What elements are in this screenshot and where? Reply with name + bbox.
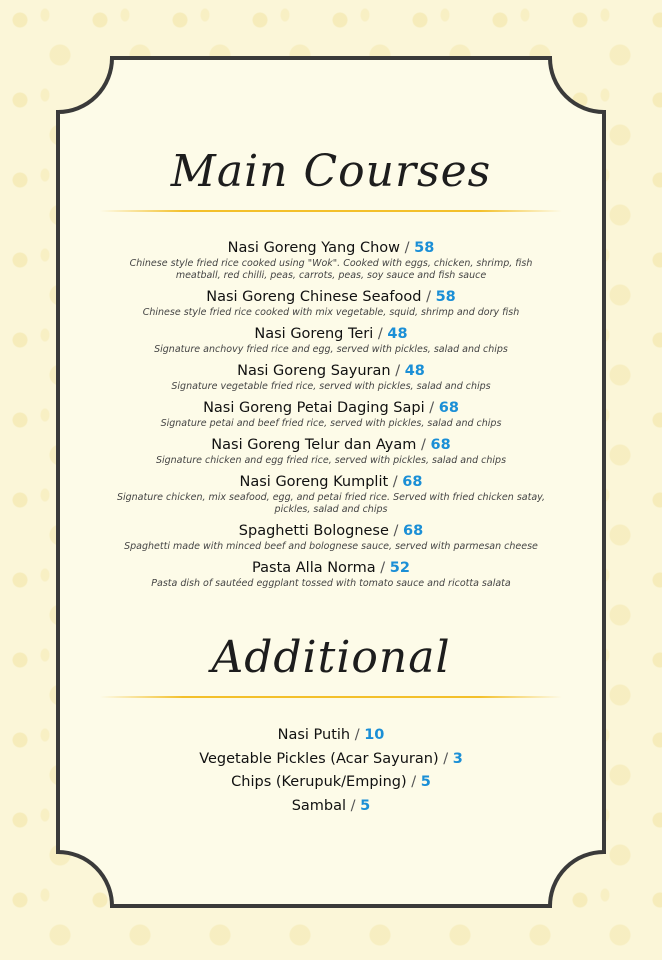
item-description: Spaghetti made with minced beef and bolognese sauce, served with parmesan cheese bbox=[124, 541, 538, 552]
price-separator: / bbox=[421, 437, 426, 453]
menu-item bbox=[100, 472, 562, 516]
item-name: Nasi Goreng Chinese Seafood bbox=[206, 289, 422, 305]
additional-item bbox=[100, 748, 562, 772]
additional-item bbox=[100, 795, 562, 819]
additional-item bbox=[100, 724, 562, 748]
main-courses-list bbox=[100, 238, 562, 595]
item-price: 5 bbox=[420, 774, 431, 790]
item-price: 58 bbox=[414, 240, 435, 256]
additional-list bbox=[100, 724, 562, 818]
price-separator: / bbox=[393, 523, 399, 539]
price-separator: / bbox=[411, 774, 417, 790]
item-name: Sambal bbox=[291, 797, 347, 814]
price-separator: / bbox=[380, 560, 386, 576]
item-name: Vegetable Pickles (Acar Sayuran) bbox=[199, 750, 439, 767]
item-name: Pasta Alla Norma bbox=[252, 560, 376, 576]
item-name: Nasi Goreng Sayuran bbox=[237, 363, 391, 379]
item-description: Signature petai and beef fried rice, served with pickles, salad and chips bbox=[160, 418, 502, 429]
item-description: Signature anchovy fried rice and egg, served with pickles, salad and chips bbox=[154, 344, 508, 355]
item-name: Chips (Kerupuk/Emping) bbox=[231, 774, 407, 790]
item-name: Nasi Goreng Yang Chow bbox=[227, 240, 401, 256]
item-name: Nasi Goreng Kumplit bbox=[239, 474, 389, 490]
item-price: 5 bbox=[360, 797, 371, 814]
item-description: Chinese style fried rice cooked with mix vegetable, squid, shrimp and dory fish bbox=[142, 307, 520, 318]
item-price: 10 bbox=[364, 727, 385, 743]
price-separator: / bbox=[395, 363, 401, 379]
item-description: Signature chicken, mix seafood, egg, and petai fried rice. Served with fried chicken satay, pickles, salad and chips bbox=[116, 492, 546, 515]
item-name: Nasi Putih bbox=[277, 727, 351, 743]
gold-divider bbox=[100, 210, 562, 212]
menu-item bbox=[100, 398, 562, 430]
price-separator: / bbox=[354, 727, 360, 743]
menu-item bbox=[100, 361, 562, 393]
item-price: 48 bbox=[387, 326, 408, 342]
item-price: 68 bbox=[403, 523, 424, 539]
additional-item bbox=[100, 771, 562, 795]
price-separator: / bbox=[426, 289, 431, 305]
price-separator: / bbox=[443, 750, 449, 767]
section-title-additional: Additional bbox=[211, 632, 451, 683]
section-title-main-courses: Main Courses bbox=[170, 146, 492, 197]
item-price: 58 bbox=[435, 289, 456, 305]
price-separator: / bbox=[429, 400, 435, 416]
price-separator: / bbox=[377, 326, 383, 342]
menu-item bbox=[100, 521, 562, 553]
item-price: 48 bbox=[404, 363, 425, 379]
item-price: 68 bbox=[402, 474, 423, 490]
item-name: Nasi Goreng Telur dan Ayam bbox=[211, 437, 417, 453]
item-price: 52 bbox=[389, 560, 410, 576]
menu-item bbox=[100, 238, 562, 282]
price-separator: / bbox=[392, 474, 398, 490]
item-name: Spaghetti Bolognese bbox=[238, 523, 389, 539]
item-price: 3 bbox=[452, 750, 463, 767]
menu-item bbox=[100, 435, 562, 467]
item-description: Signature vegetable fried rice, served with pickles, salad and chips bbox=[171, 381, 491, 392]
item-price: 68 bbox=[430, 437, 451, 453]
gold-divider bbox=[100, 696, 562, 698]
item-price: 68 bbox=[438, 400, 459, 416]
menu-item bbox=[100, 558, 562, 590]
item-description: Chinese style fried rice cooked using "Wok". Cooked with eggs, chicken, shrimp, fish meatball, red chilli, peas, carrots, peas, soy sauce and fish sauce bbox=[129, 258, 533, 281]
menu-item bbox=[100, 287, 562, 319]
menu-item bbox=[100, 324, 562, 356]
item-name: Nasi Goreng Teri bbox=[254, 326, 374, 342]
item-description: Signature chicken and egg fried rice, served with pickles, salad and chips bbox=[155, 455, 507, 466]
price-separator: / bbox=[404, 240, 410, 256]
price-separator: / bbox=[350, 797, 356, 814]
item-name: Nasi Goreng Petai Daging Sapi bbox=[203, 400, 425, 416]
item-description: Pasta dish of sautéed eggplant tossed with tomato sauce and ricotta salata bbox=[151, 578, 511, 589]
